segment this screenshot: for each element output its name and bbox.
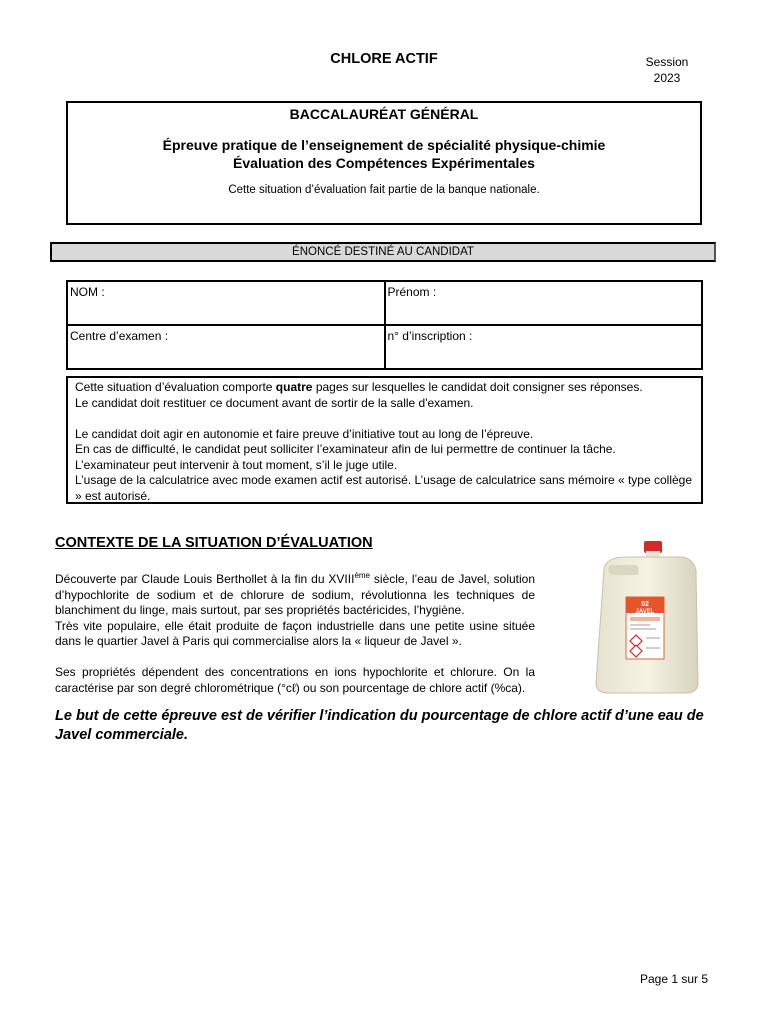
rules-line-1-end: pages sur lesquelles le candidat doit consigner ses réponses. [312, 380, 643, 394]
session-label: Session [645, 55, 689, 69]
exam-note: Cette situation d’évaluation fait partie de la banque nationale. [228, 184, 540, 196]
rules-line-3: Le candidat doit agir en autonomie et faire preuve d’initiative tout au long de l’épreuve. [75, 426, 534, 441]
rules-line-1-start: Cette situation d’évaluation comporte [75, 380, 276, 394]
javel-container-image [586, 535, 706, 695]
context-p1-end: siècle, l’eau de Javel, solution d’hypochlorite de sodium et de chlorure de sodium, révolutionna les techniques de blanchiment du linge, mais surtout, par ses propriétés bactéricides, l’hygiène. [55, 572, 536, 617]
label-brand: JAVEL [635, 609, 655, 615]
rules-line-4: En cas de difficulté, le candidat peut solliciter l’examinateur afin de lui permettre de continuer la tâche. [75, 442, 616, 456]
context-section-title: CONTEXTE DE LA SITUATION D’ÉVALUATION [55, 535, 373, 551]
prenom-label: Prénom : [387, 285, 437, 299]
context-paragraph-2: Très vite populaire, elle était produite de façon industrielle dans une petite usine située dans le quartier Javel à Paris qui commercialise alors la « liqueur de Javel ». [55, 618, 535, 648]
candidate-identity-table [66, 280, 703, 370]
prenom-field[interactable] [385, 281, 703, 325]
inscription-field[interactable] [385, 325, 703, 369]
exam-subtitle-line1: Épreuve pratique de l’enseignement de spécialité physique-chimie [162, 137, 606, 153]
session-info [628, 54, 706, 86]
nom-label: NOM : [70, 285, 105, 299]
rules-line-1 [75, 380, 694, 396]
objective-statement: Le but de cette épreuve est de vérifier l’indication du pourcentage de chlore actif d’une eau de Javel commerciale. [55, 708, 704, 743]
rules-line-6: L’usage de la calculatrice avec mode examen actif est autorisé. L’usage de calculatrice sans mémoire « type collège » est autorisé. [75, 473, 693, 503]
rules-line-5: L’examinateur peut intervenir à tout moment, s’il le juge utile. [75, 457, 398, 472]
rules-line-1-bold: quatre [275, 380, 313, 394]
context-paragraph-3: Ses propriétés dépendent des concentrations en ions hypochlorite et chlorure. On la caractérise par son degré chlorométrique (°cℓ) ou son pourcentage de chlore actif (%ca). [55, 665, 535, 695]
candidate-banner: ÉNONCÉ DESTINÉ AU CANDIDAT [50, 242, 716, 262]
exam-header-box [66, 101, 702, 225]
context-p1-sup: ème [354, 571, 370, 580]
inscription-label: n° d’inscription : [387, 329, 473, 343]
centre-label: Centre d’examen : [70, 329, 169, 343]
exam-title: BACCALAURÉAT GÉNÉRAL [289, 106, 479, 122]
label-number: 02 [641, 601, 649, 608]
centre-field[interactable] [67, 325, 385, 369]
nom-field[interactable] [67, 281, 385, 325]
exam-subtitle-line2: Évaluation des Compétences Expérimentales [233, 155, 535, 171]
rules-line-2: Le candidat doit restituer ce document avant de sortir de la salle d'examen. [75, 395, 474, 410]
document-title: CHLORE ACTIF [330, 51, 438, 67]
context-text [55, 568, 535, 696]
context-paragraph-1 [55, 568, 535, 619]
session-year: 2023 [653, 71, 681, 85]
page-number: Page 1 sur 5 [640, 972, 709, 986]
rules-box [66, 376, 703, 504]
context-p1-start: Découverte par Claude Louis Berthollet à la fin du XVIII [55, 572, 355, 586]
exam-subtitle [68, 136, 700, 172]
